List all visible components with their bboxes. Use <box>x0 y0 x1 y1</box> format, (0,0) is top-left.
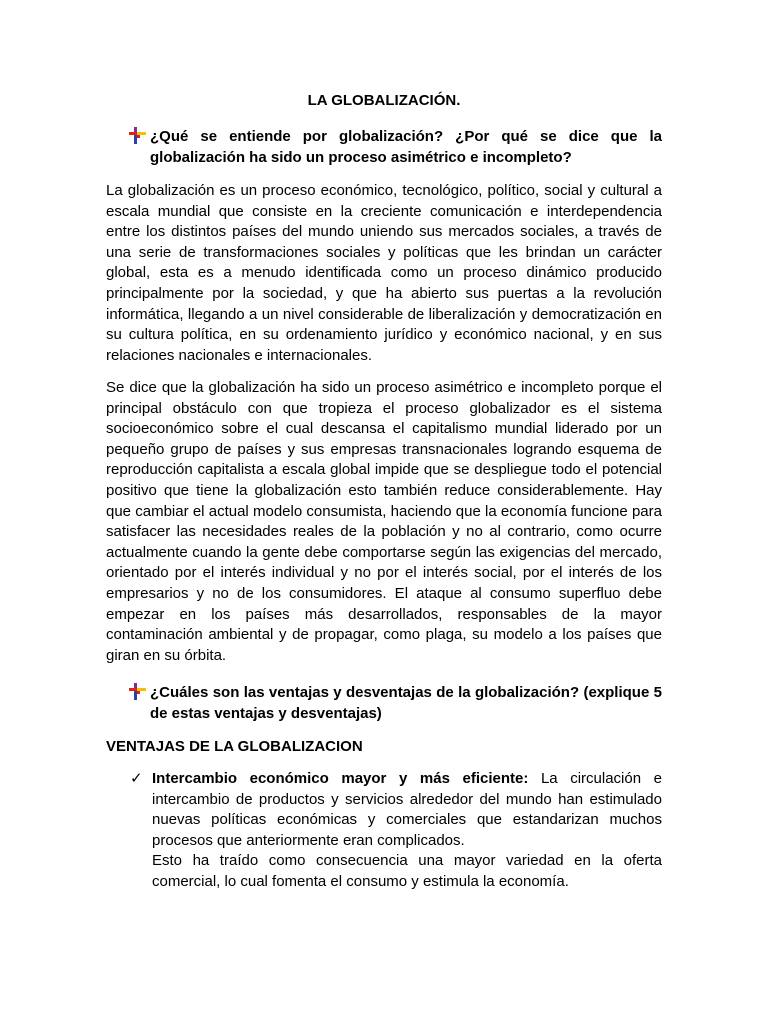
advantage-item-1-body <box>152 769 662 893</box>
paragraph-1: La globalización es un proceso económico, tecnológico, político, social y cultural a escala mundial que consiste en la creciente comunicación e interdependencia entre los distintos países del mundo uniendo sus mercados sociales, a través de una serie de transformaciones sociales y políticas que les brindan un carácter global, esta es a menudo identificada como un proceso dinámico producido principalmente por la sociedad, y que ha abierto sus puertas a la revolución informática, llegando a un nivel considerable de liberalización y democratización en su cultura política, en su ordenamiento jurídico y económico nacional, y en sus relaciones nacionales e internacionales. <box>106 182 662 364</box>
question-1-text: ¿Qué se entiende por globalización? ¿Por qué se dice que la globalización ha sido un proceso asimétrico e incompleto? <box>150 128 662 166</box>
advantage-item-1 <box>130 769 662 893</box>
section-heading-ventajas: VENTAJAS DE LA GLOBALIZACION <box>106 738 363 755</box>
advantage-item-1-heading: Intercambio económico mayor y más eficiente: <box>152 770 529 787</box>
multicolor-cross-bullet-icon <box>128 681 150 701</box>
advantage-item-1-paragraph <box>152 769 662 851</box>
document-title: LA GLOBALIZACIÓN. <box>307 92 461 109</box>
advantage-item-1-text-2: Esto ha traído como consecuencia una mayor variedad en la oferta comercial, lo cual fomenta el consumo y estimula la economía. <box>152 852 662 890</box>
question-2 <box>128 683 662 724</box>
multicolor-cross-bullet-icon <box>128 125 150 145</box>
paragraph-2: Se dice que la globalización ha sido un proceso asimétrico e incompleto porque el principal obstáculo con que tropieza el proceso globalizador es el sistema socioeconómico sobre el cual descansa el capitalismo mundial liderado por un pequeño grupo de países y sus empresas transnacionales logrando esquema de reproducción capitalista a escala global impide que se despliegue todo el potencial positivo que tiene la globalización esto también reduce considerablemente. Hay que cambiar el actual modelo consumista, haciendo que la economía funcione para satisfacer las necesidades reales de la población y no al contrario, como ocurre actualmente cuando la gente debe comportarse según las exigencias del mercado, orientado por el interés individual y no por el interés social, por el interés de los empresarios y no de los consumidores. El ataque al consumo superfluo debe empezar en los países más desarrollados, responsables de la mayor contaminación ambiental y de propagar, como plaga, su modelo a los países que giran en su órbita. <box>106 379 662 664</box>
checkmark-icon: ✓ <box>130 770 143 787</box>
question-2-text: ¿Cuáles son las ventajas y desventajas de la globalización? (explique 5 de estas ventajas y desventajas) <box>150 684 662 722</box>
advantage-item-1-text: La circulación e intercambio de productos y servicios alrededor del mundo han estimulado nuevas políticas económicas y comerciales que estandarizan muchos procesos que anteriormente eran complicados. <box>152 770 662 849</box>
question-1 <box>128 127 662 168</box>
